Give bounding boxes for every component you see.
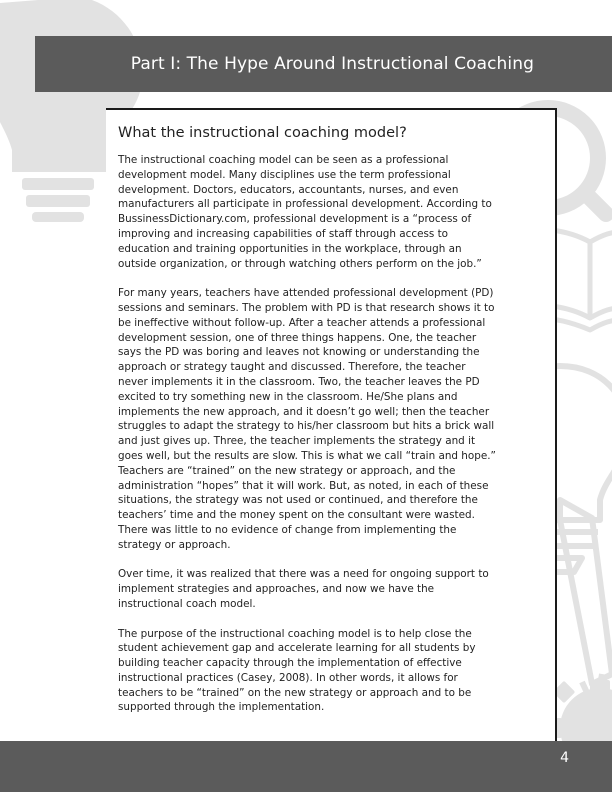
paragraph-ongoing-support: Over time, it was realized that there was a need for ongoing support to implement strategies and approaches, and now we have the instructional coach model. — [118, 568, 489, 610]
paragraph-purpose: The purpose of the instructional coaching model is to help close the student achievement gap and accelerate learning for all students by building teacher capacity through the implementation of effective instructional practices (Casey, 2008). In other words, it allows for teachers to be “trained” on the new strategy or approach and to be supported through the implementation. — [118, 627, 476, 714]
article-body — [118, 153, 498, 730]
section-heading: What the instructional coaching model? — [118, 125, 407, 141]
page-title: Part I: The Hype Around Instructional Coaching — [130, 54, 534, 74]
paragraph-train-and-hope: For many years, teachers have attended professional development (PD) sessions and seminars. The problem with PD is that research shows it to be ineffective without follow-up. After a teacher attends a professional development session, one of three things happens. One, the teacher says the PD was boring and leaves not knowing or understanding the approach or strategy taught and discussed. Therefore, the teacher never implements it in the classroom. Two, the teacher leaves the PD excited to try something new in the classroom. He/She plans and implements the new approach, and it doesn’t go well; then the teacher struggles to adapt the strategy to his/her classroom but hits a brick wall and just gives up. Three, the teacher implements the strategy and it goes well, but the results are slow. This is what we call “train and hope.” Teachers are “trained” on the new strategy or approach, and the administration “hopes” that it will work. But, as noted, in each of these situations, the strategy was not used or continued, and therefore the teachers’ time and the money spent on the consultant were wasted. There was little to no evidence of change from implementing the strategy or approach. — [118, 287, 496, 551]
page-number: 4 — [560, 750, 569, 766]
paragraph-intro: The instructional coaching model can be seen as a professional development model. Many disciplines use the term professional development. Doctors, educators, accountants, nurses, and even manufacturers all participate in professional development. According to BussinessDictionary.com, professional development is a “process of improving and increasing capabilities of staff through access to education and training opportunities in the workplace, through an outside organization, or through watching others perform on the job.” — [118, 154, 492, 270]
footer-band — [0, 741, 612, 792]
